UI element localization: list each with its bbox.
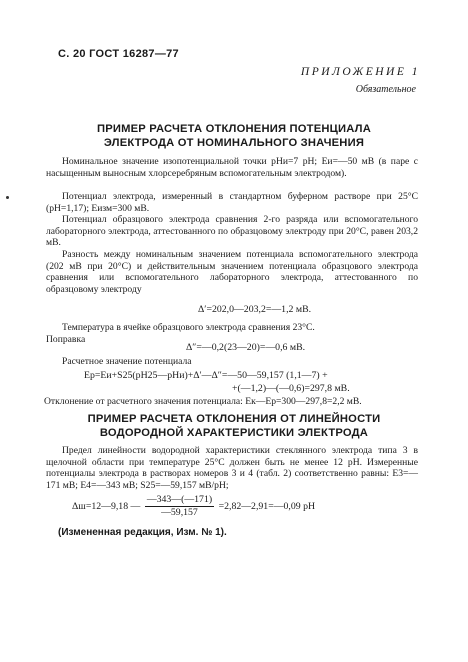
page-header: С. 20 ГОСТ 16287—77 bbox=[58, 48, 179, 60]
s2-equation-denominator: —59,157 bbox=[161, 507, 198, 518]
s1-equation-delta1: Δ′=202,0—203,2=—1,2 мВ. bbox=[198, 304, 312, 315]
s1-paragraph-5: Температура в ячейке образцового электрода сравнения 23°C. bbox=[62, 322, 315, 333]
section1-title-line2: ЭЛЕКТРОДА ОТ НОМИНАЛЬНОГО ЗНАЧЕНИЯ bbox=[103, 137, 365, 149]
s1-paragraph-4: Разность между номинальным значением потенциала вспомогательного электрода (202 мВ при 20°C) и действительным значением потенциала образцового электрода сравнения или вспомогательного лабораторного электрода, аттестованного по образцовому электроду bbox=[46, 249, 418, 295]
s1-paragraph-1: Номинальное значение изопотенциальной точки pHи=7 pH; Eи=—50 мВ (в паре с насыщенным выносным хлорсеребряным вспомогательным электродом). bbox=[46, 156, 418, 179]
appendix-subtitle: Обязательное bbox=[355, 84, 416, 95]
section1-title bbox=[40, 122, 428, 150]
s2-equation-lhs: Δш=12—9,18 — bbox=[72, 500, 141, 512]
s1-paragraph-5b: Поправка bbox=[46, 334, 86, 345]
appendix-title: ПРИЛОЖЕНИЕ 1 bbox=[300, 66, 420, 78]
s1-paragraph-2: Потенциал электрода, измеренный в стандартном буферном растворе при 25°C (pH=1,17); Eизм=300 мВ. bbox=[46, 191, 418, 214]
section2-title-line2: ВОДОРОДНОЙ ХАРАКТЕРИСТИКИ ЭЛЕКТРОДА bbox=[99, 427, 369, 439]
section2-title-line1: ПРИМЕР РАСЧЕТА ОТКЛОНЕНИЯ ОТ ЛИНЕЙНОСТИ bbox=[87, 413, 381, 425]
section1-title-line1: ПРИМЕР РАСЧЕТА ОТКЛОНЕНИЯ ПОТЕНЦИАЛА bbox=[96, 123, 371, 135]
s2-equation-linearity bbox=[72, 494, 315, 519]
amendment-note: (Измененная редакция, Изм. № 1). bbox=[58, 527, 227, 538]
s1-paragraph-7: Отклонение от расчетного значения потенциала: Eк—Eр=300—297,8=2,2 мВ. bbox=[44, 396, 362, 407]
section2-title bbox=[40, 412, 428, 440]
s1-paragraph-6: Расчетное значение потенциала bbox=[62, 356, 192, 367]
s1-equation-ep-line2: +(—1,2)—(—0,6)=297,8 мВ. bbox=[232, 383, 350, 394]
s2-equation-numerator: —343—(—171) bbox=[146, 494, 213, 505]
s2-paragraph-1: Предел линейности водородной характеристики стеклянного электрода типа 3 в щелочной области при температуре 25°C должен быть не менее 12 pH. Измеренные потенциалы электрода в растворах номеров 3 и 4 (табл. 2) соответственно равны: E3=—171 мВ; E4=—343 мВ; S25=—59,157 мВ/pH; bbox=[46, 445, 418, 491]
s1-equation-delta2: Δ″=—0,2(23—20)=—0,6 мВ. bbox=[186, 342, 306, 353]
s1-equation-ep-line1: Eр=Eи+S25(pH25—pHи)+Δ′—Δ″=—50—59,157 (1,1—7) + bbox=[84, 370, 328, 381]
s2-equation-fraction bbox=[145, 494, 214, 519]
scan-dot bbox=[6, 196, 9, 199]
s2-equation-rhs: =2,82—2,91=—0,09 pH bbox=[218, 500, 316, 512]
s1-paragraph-3: Потенциал образцового электрода сравнения 2-го разряда или вспомогательного лабораторного электрода, аттестованного по образцовому электроду при 20°C, равен 203,2 мВ. bbox=[46, 214, 418, 249]
